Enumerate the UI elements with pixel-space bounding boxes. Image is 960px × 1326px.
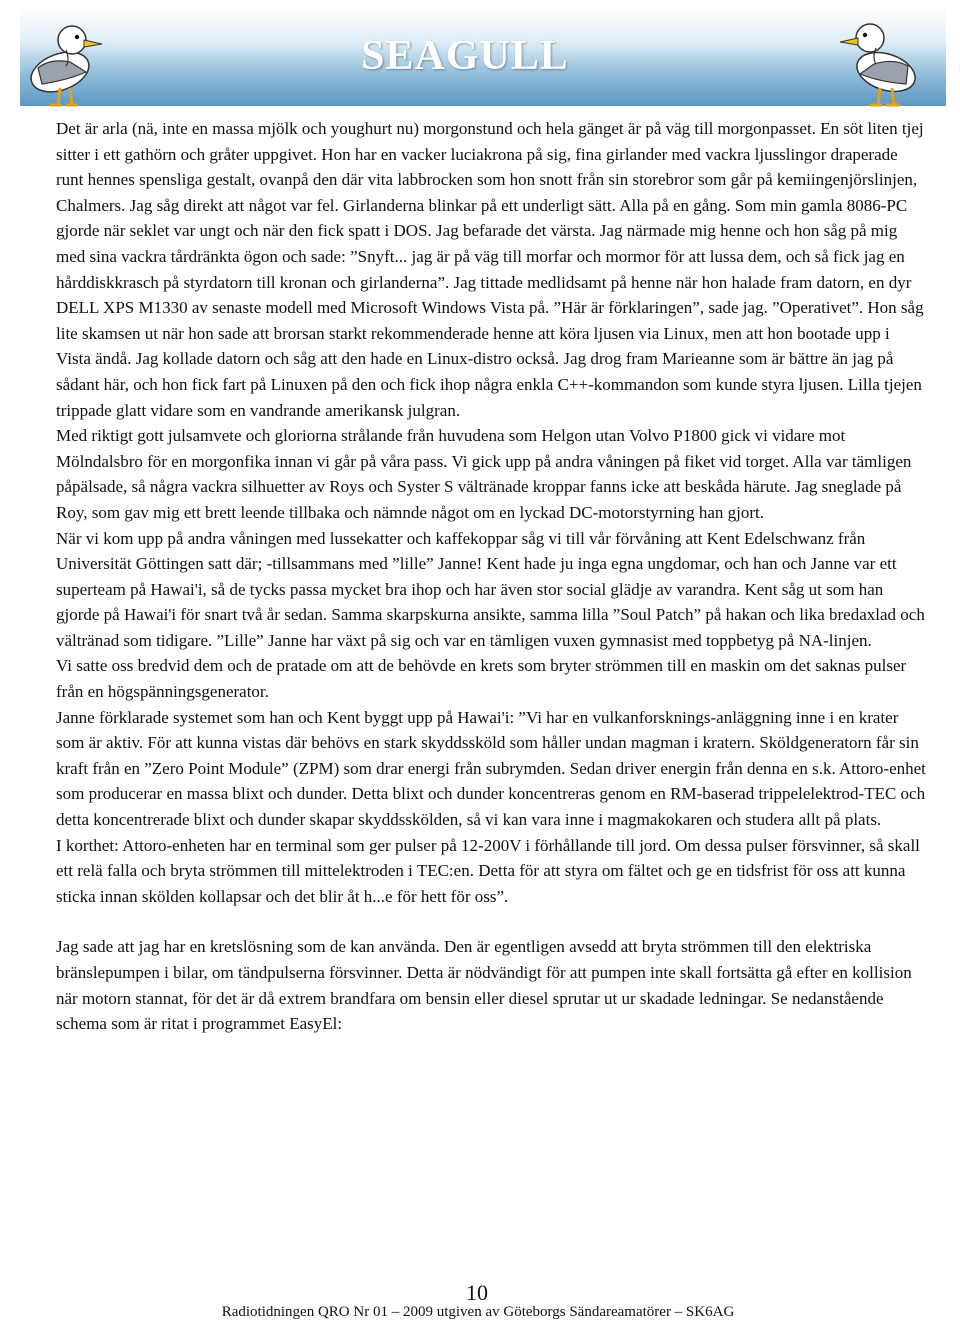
page-footer: Radiotidningen QRO Nr 01 – 2009 utgiven av Göteborgs Sändareamatörer – SK6AG <box>221 1304 735 1320</box>
seagull-right-image <box>830 10 930 110</box>
page-header <box>0 0 960 108</box>
paragraph: Jag sade att jag har en kretslösning som de kan använda. Den är egentligen avsedd att bryta strömmen till den elektriska bränslepumpen i bilar, om tändpulserna försvinner. Detta är nödvändigt för att pumpen inte skall fortsätta gå efter en kollision när motorn stannat, för det är då extrem brandfara om bensin eller diesel sprutar ut ur skadade ledningar. Se nedanstående schema som är ritat i programmet EasyEl: <box>56 937 912 1034</box>
paragraph: Vi satte oss bredvid dem och de pratade om att de behövde en krets som bryter strömmen till en maskin om det saknas pulser från en högspänningsgenerator. <box>56 656 907 702</box>
page-title: SEAGULL <box>361 33 569 79</box>
paragraph: När vi kom upp på andra våningen med lussekatter och kaffekoppar såg vi till vår förvåning att Kent Edelschwanz från Universität Göttingen satt där; -tillsammans med ”lille” Janne! Kent hade ju inga egna ungdomar, och han och Janne var ett superteam på Hawai'i, så de tycks passa mycket bra ihop och har även stor social glädje av varandra. Kent såg ut som han gjorde på Hawai'i för snart två år sedan. Samma skarpskurna ansikte, samma lilla ”Soul Patch” på hakan och lika bredaxlad och vältränad som tidigare. ”Lille” Janne har växt på sig och var en tämligen vuxen gymnasist med toppbetyg på NA-linjen. <box>56 528 925 650</box>
page-number: 10 <box>466 1280 488 1305</box>
seagull-left-image <box>20 10 108 110</box>
article-body <box>56 116 926 1037</box>
paragraph: Med riktigt gott julsamvete och gloriorna strålande från huvudena som Helgon utan Volvo P1800 gick vi vidare mot Mölndalsbro för en morgonfika innan vi går på våra pass. Vi gick upp på andra våningen på fiket vid torget. Alla var tämligen påpälsade, så några vackra silhuetter av Roys och Syster S vältränade kroppar fanns icke att beskåda härute. Jag sneglade på Roy, som gav mig ett brett leende tillbaka och nämnde något om en lyckad DC-motorstyrning han gjort. <box>56 426 912 522</box>
title-banner <box>20 6 946 106</box>
paragraph: Det är arla (nä, inte en massa mjölk och youghurt nu) morgonstund och hela gänget är på väg till morgonpasset. En söt liten tjej sitter i ett gathörn och gråter uppgivet. Hon har en vacker luciakrona på sig, fina girlander med vackra ljusslingor draperade runt hennes spensliga gestalt, ovanpå den där vita labbrocken som hon snott från sin storebror som går på kemiingenjörslinjen, Chalmers. Jag såg direkt att något var fel. Girlanderna blinkar på ett underligt sätt. Alla på en gång. Som min gamla 8086-PC gjorde när seklet var ungt och när den fick spatt i DOS. Jag befarade det värsta. Jag närmade mig henne och hon såg på mig med sina vackra tårdränkta ögon och sade: ”Snyft... jag är på väg till morfar och mormor för att lussa dem, och så fick jag en hårddiskkrasch på styrdatorn till kronan och girlanderna”. Jag tittade medlidsamt på henne när hon halade fram datorn, en dyr DELL XPS M1330 av senaste modell med Microsoft Windows Vista på. ”Här är förklaringen”, sade jag. ”Operativet”. Hon såg lite skamsen ut när hon sade att brorsan starkt rekommenderade henne att köra ljusen via Linux, men att hon bootade upp i Vista ändå. Jag kollade datorn och såg att den hade en Linux-distro också. Jag drog fram Marieanne som är bättre än jag på sådant här, och hon fick fart på Linuxen på den och fick ihop några enkla C++-kommandon som kunde styra ljusen. Lilla tjejen trippade glatt vidare som en vandrande amerikansk julgran. <box>56 119 924 420</box>
paragraph-spacer <box>56 909 926 934</box>
paragraph: I korthet: Attoro-enheten har en terminal som ger pulser på 12-200V i förhållande till jord. Om dessa pulser försvinner, så skall ett relä falla och bryta strömmen till mittelektroden i TEC:en. Detta för att styra om fältet och ge en tidsfrist för oss att kunna sticka innan skölden kollapsar och det blir åt h...e för hett för oss”. <box>56 835 920 906</box>
paragraph: Janne förklarade systemet som han och Kent byggt upp på Hawai'i: ”Vi har en vulkanforsknings-anläggning inne i en krater som är aktiv. För att kunna vistas där behövs en stark skyddssköld som håller undan magman i kratern. Sköldgeneratorn får sin kraft från en ”Zero Point Module” (ZPM) som drar energi från subrymden. Sedan driver energin från denna en s.k. Attoro-enhet som producerar en massa blixt och dunder. Detta blixt och dunder koncentreras genom en RM-baserad trippelelektrod-TEC och detta koncentrerade blixt och dunder skapar skyddsskölden, så vi kan vara inne i magmakokaren och studera allt på plats. <box>56 707 926 830</box>
